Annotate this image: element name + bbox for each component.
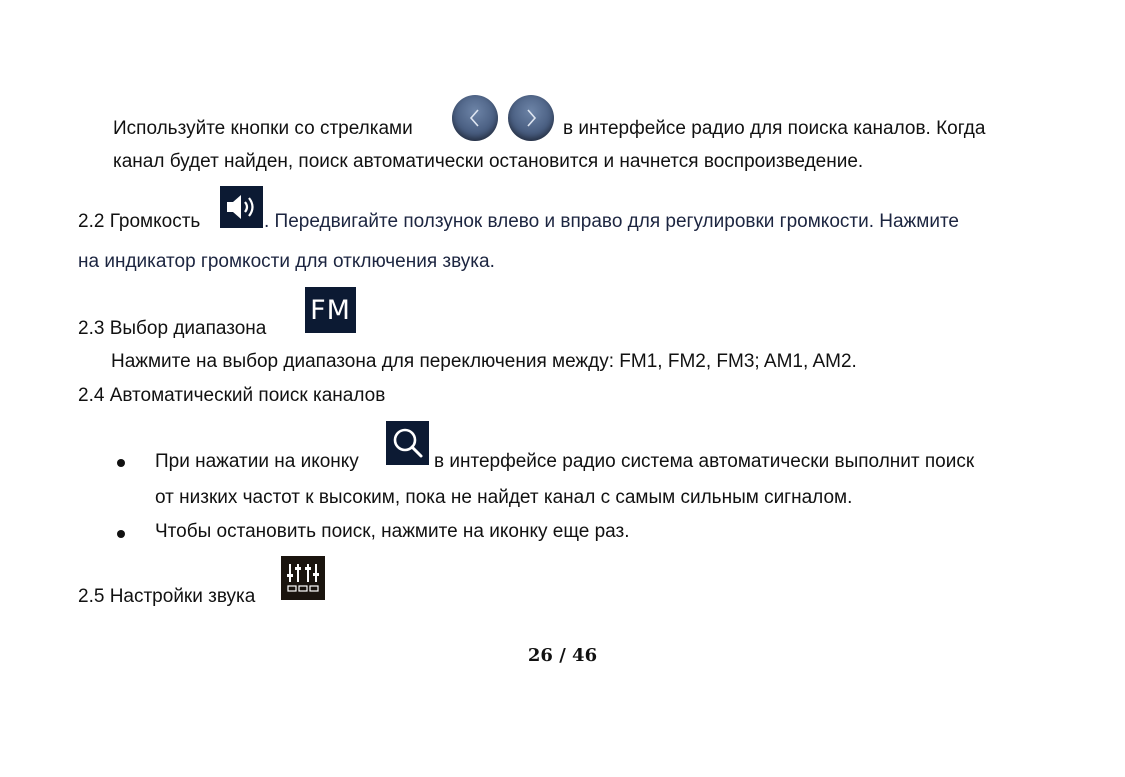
chevron-left-icon — [452, 95, 498, 141]
intro-line-1-end: в интерфейсе радио для поиска каналов. Когда — [563, 118, 986, 139]
intro-line-2: канал будет найден, поиск автоматически остановится и начнется воспроизведение. — [113, 151, 864, 172]
section-2-4-heading: 2.4 Автоматический поиск каналов — [78, 385, 386, 406]
bullet-marker-1 — [117, 459, 125, 467]
bullet-2: Чтобы остановить поиск, нажмите на иконку еще раз. — [155, 521, 630, 542]
fm-band-icon — [305, 287, 356, 333]
search-icon — [386, 421, 429, 465]
bullet-1-line-2: от низких частот к высоким, пока не найдет канал с самым сильным сигналом. — [155, 487, 853, 508]
equalizer-icon — [281, 556, 325, 600]
bullet-1-end: в интерфейсе радио система автоматически выполнит поиск — [434, 451, 975, 472]
section-2-3-body: Нажмите на выбор диапазона для переключения между: FM1, FM2, FM3; AM1, AM2. — [111, 351, 857, 372]
section-2-3-heading: 2.3 Выбор диапазона — [78, 318, 267, 339]
section-2-2-line-2: на индикатор громкости для отключения звука. — [78, 251, 495, 272]
bullet-marker-2 — [117, 530, 125, 538]
speaker-icon — [220, 186, 263, 228]
section-2-5-heading: 2.5 Настройки звука — [78, 586, 256, 607]
section-2-2-heading: 2.2 Громкость — [78, 211, 201, 232]
intro-line-1-start: Используйте кнопки со стрелками — [113, 118, 413, 139]
bullet-1-start: При нажатии на иконку — [155, 451, 359, 472]
chevron-right-icon — [508, 95, 554, 141]
section-2-2-line-1: . Передвигайте ползунок влево и вправо для регулировки громкости. Нажмите — [264, 211, 960, 232]
fm-band-icon-label: FM — [310, 294, 351, 326]
page-number: 26 / 46 — [527, 645, 598, 666]
